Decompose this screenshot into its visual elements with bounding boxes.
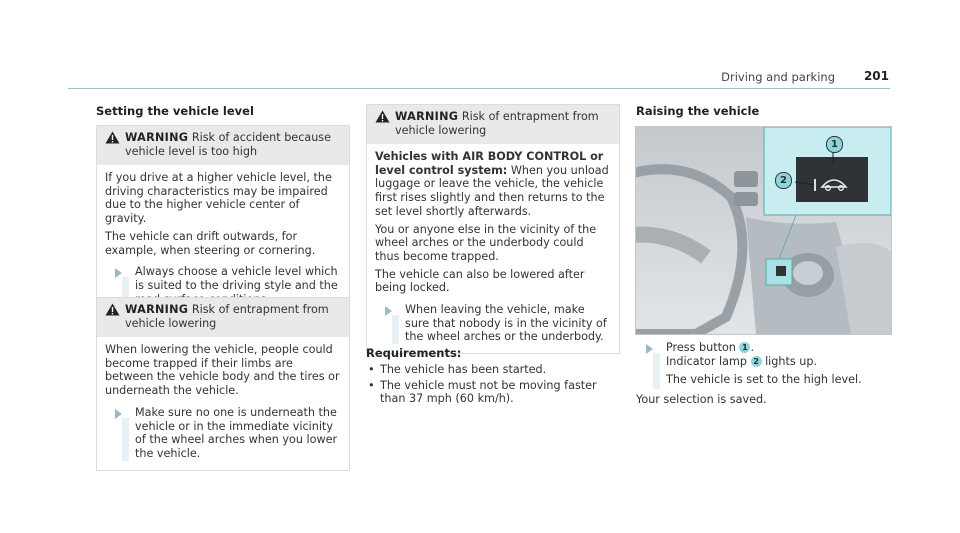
- heading-raising-vehicle: Raising the vehicle: [636, 104, 760, 118]
- figure-callout-2: 2: [775, 172, 792, 189]
- action-step: [375, 303, 611, 344]
- warning-text: If you drive at a higher vehicle level, the driving characteristics may be impaired due to the higher vehicle center of gravity.: [105, 171, 332, 226]
- warning-subheading: Vehicles with AIR BODY CONTROL or level control system:: [375, 150, 604, 177]
- step-arrow-icon: [646, 344, 653, 354]
- warning-triangle-icon: [375, 110, 390, 123]
- action-step: [105, 406, 341, 461]
- page-number: 201: [863, 69, 889, 83]
- warning-triangle-icon: [105, 303, 120, 316]
- warning-box-entrapment: [96, 297, 350, 471]
- header-rule: [68, 88, 890, 89]
- requirements: [366, 346, 618, 406]
- step-text: lights up.: [761, 354, 817, 368]
- figure-callout-1: 1: [826, 136, 843, 153]
- requirement-item: • The vehicle must not be moving faster than 37 mph (60 km/h).: [366, 379, 618, 406]
- warning-title: Risk of entrapment from vehicle lowering: [125, 303, 329, 330]
- step-text: When leaving the vehicle, make sure that nobody is in the vicinity of the wheel arches or the underbody.: [405, 303, 607, 344]
- step-text: Press button: [666, 341, 740, 354]
- warning-header: [97, 126, 349, 165]
- warning-header: [367, 105, 619, 144]
- warning-title: Risk of accident because vehicle level is too high: [125, 131, 331, 158]
- step-text: Always choose a vehicle level which is suited to the driving style and the: [135, 265, 338, 292]
- warning-header: [97, 298, 349, 337]
- instruction-block: [636, 341, 891, 407]
- step-text: Make sure no one is underneath the vehicle or in the immediate vicinity of the wheel arches when you lower the vehicle.: [135, 405, 338, 460]
- warning-label: WARNING: [125, 303, 189, 316]
- warning-label: WARNING: [125, 131, 189, 144]
- warning-box-lowering: [366, 104, 620, 354]
- step-arrow-icon: [115, 268, 122, 278]
- cockpit-figure: [635, 126, 892, 335]
- step-text: Indicator lamp: [666, 354, 751, 368]
- warning-text: The vehicle can drift outwards, for example, when steering or cornering.: [105, 229, 316, 257]
- step-arrow-icon: [385, 306, 392, 316]
- heading-setting-vehicle-level: Setting the vehicle level: [96, 104, 254, 118]
- action-step: [636, 341, 891, 389]
- warning-title: Risk of entrapment from vehicle lowering: [395, 110, 599, 137]
- warning-triangle-icon: [105, 131, 120, 144]
- warning-text: [375, 150, 611, 219]
- lamp-number-badge: 2: [751, 356, 762, 367]
- warning-text: You or anyone else in the vicinity of the wheel arches or the underbody could thus become trapped.: [375, 222, 597, 263]
- requirements-heading: Requirements:: [366, 346, 462, 360]
- warning-text: When lowering the vehicle, people could become trapped if their limbs are between the vehicle body and the tires or underneath the vehicle.: [105, 343, 340, 398]
- warning-box-accident: [96, 125, 350, 316]
- warning-subtext: When you unload luggage or leave the vehicle, the vehicle first rises slightly and then returns to the set level shortly afterwards.: [375, 163, 609, 218]
- warning-text: The vehicle can also be lowered after being locked.: [375, 267, 585, 295]
- result-text: Your selection is saved.: [636, 393, 767, 407]
- center-console-illustration: [636, 127, 891, 334]
- requirement-item: • The vehicle has been started.: [366, 363, 618, 377]
- step-text: .: [750, 341, 755, 354]
- button-number-badge: 1: [739, 342, 750, 353]
- warning-label: WARNING: [395, 110, 459, 123]
- step-result: The vehicle is set to the high level.: [666, 373, 862, 387]
- step-arrow-icon: [115, 409, 122, 419]
- section-title: Driving and parking: [721, 70, 835, 84]
